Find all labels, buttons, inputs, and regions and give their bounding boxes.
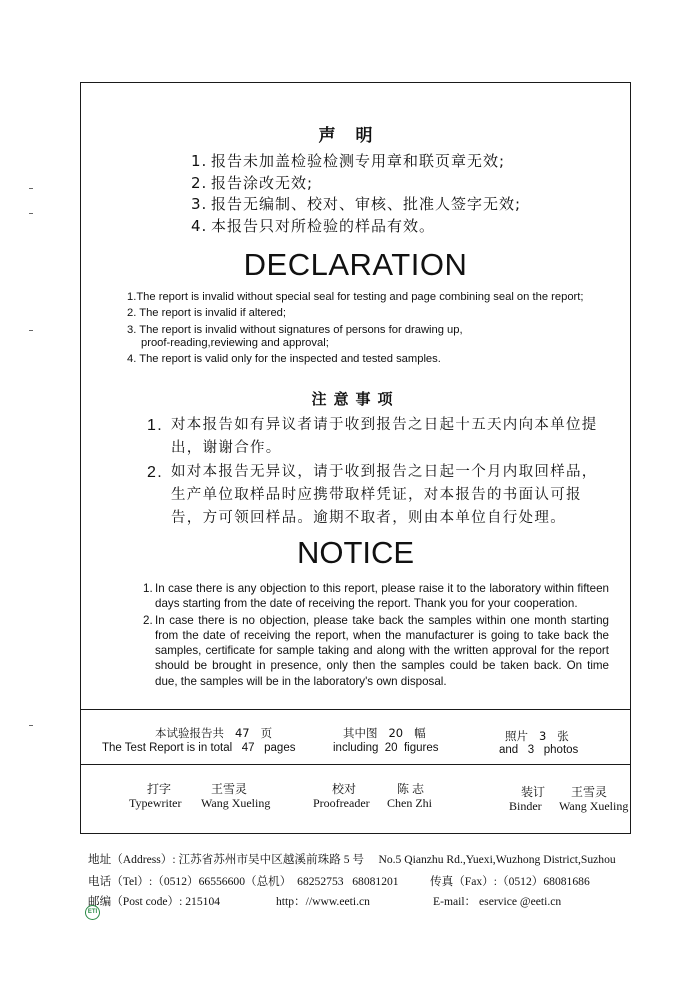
notice-cn-list (147, 414, 607, 530)
scan-mark (29, 330, 33, 331)
declaration-en-item: 1.The report is invalid without special seal for testing and page combining seal on the report; (127, 291, 584, 303)
notice-cn-item: 1. 对本报告如有异议者请于收到报告之日起十五天内向本单位提出，谢谢合作。 (147, 417, 598, 456)
typewriter-name-cn: 王雪灵 (211, 782, 248, 796)
notice-en-list (143, 581, 609, 689)
report-frame (80, 82, 631, 834)
declaration-cn-item: 2. 报告涂改无效; (191, 173, 314, 192)
footer-email: E-mail： eservice @eeti.cn (433, 895, 562, 908)
declaration-cn-item: 3. 报告无编制、校对、审核、批准人签字无效; (191, 195, 522, 213)
photos-en: and 3 photos (499, 744, 579, 756)
notice-en-title: NOTICE (296, 535, 415, 570)
proofreader-label-en: Proofreader (313, 796, 370, 810)
scan-mark (29, 213, 33, 214)
footer-address: 地址（Address）: 江苏省苏州市吴中区越溪前珠路 5 号 No.5 Qianzhu Rd.,Yuexi,Wuzhong District,Suzhou (88, 853, 616, 866)
footer-fax: 传真（Fax）:（0512）68081686 (430, 875, 590, 888)
typewriter-label-cn: 打字 (147, 782, 172, 796)
binder-label-cn: 装订 (521, 785, 546, 799)
footer-tel: 电话（Tel）:（0512）66556600（总机） 68252753 68081201 (88, 875, 399, 888)
declaration-en-item: 2. The report is invalid if altered; (127, 307, 286, 320)
binder-label-en: Binder (509, 799, 542, 813)
declaration-en-list (127, 291, 627, 366)
binder-name-en: Wang Xueling (559, 799, 629, 813)
typewriter-name-en: Wang Xueling (201, 796, 271, 810)
divider (81, 709, 630, 710)
notice-en-item: 1. In case there is any objection to this report, please raise it to the laboratory within fifteen days starting from the date of receiving the report. Thank you for your cooperation. (143, 582, 609, 611)
declaration-en-item: 4. The report is valid only for the inspected and tested samples. (127, 353, 441, 366)
proofreader-label-cn: 校对 (332, 782, 357, 796)
divider (81, 764, 630, 765)
footer-website: http：//www.eeti.cn (276, 895, 370, 908)
declaration-en-title: DECLARATION (243, 247, 468, 282)
typewriter-label-en: Typewriter (129, 796, 182, 810)
declaration-cn-item: 1. 报告未加盖检验检测专用章和联页章无效; (191, 152, 506, 170)
figures-cn: 其中图 20 幅 (343, 726, 426, 740)
scan-mark (29, 188, 33, 189)
eti-logo-icon: ETI (85, 905, 100, 920)
notice-cn-title: 注意事项 (311, 390, 400, 408)
photos-cn: 照片 3 张 (505, 729, 569, 743)
footer-post-code: 邮编（Post code）: 215104 (88, 895, 221, 908)
binder-name-cn: 王雪灵 (571, 785, 608, 799)
statement-section (81, 83, 630, 709)
notice-en-item: 2. In case there is no objection, please take back the samples within one month starting from the date of receiving the report, when the manufacturer is going to take back the samples, certificate for sample taking and along with the written approval for the report should be brought in presence, only then the samples could be taken back. On time due, the samples will be in the laboratory's own disposal. (143, 613, 609, 688)
pages-cn: 本试验报告共 47 页 (155, 726, 273, 740)
scan-mark (29, 725, 33, 726)
figures-en: including 20 figures (333, 742, 439, 754)
declaration-cn-title: 声明 (318, 126, 393, 146)
proofreader-name-cn: 陈 志 (397, 782, 425, 796)
declaration-cn-item: 4. 本报告只对所检验的样品有效。 (191, 216, 436, 235)
proofreader-name-en: Chen Zhi (387, 796, 432, 810)
pages-en: The Test Report is in total 47 pages (102, 742, 296, 754)
declaration-en-item: 3. The report is invalid without signatures of persons for drawing up, proof-reading,reviewing and approval; (127, 323, 463, 349)
declaration-cn-list (191, 151, 521, 237)
notice-cn-item: 2. 如对本报告无异议，请于收到报告之日起一个月内取回样品，生产单位取样品时应携带取样凭证，对本报告的书面认可报告，方可领回样品。逾期不取者，则由本单位自行处理。 (147, 464, 598, 526)
